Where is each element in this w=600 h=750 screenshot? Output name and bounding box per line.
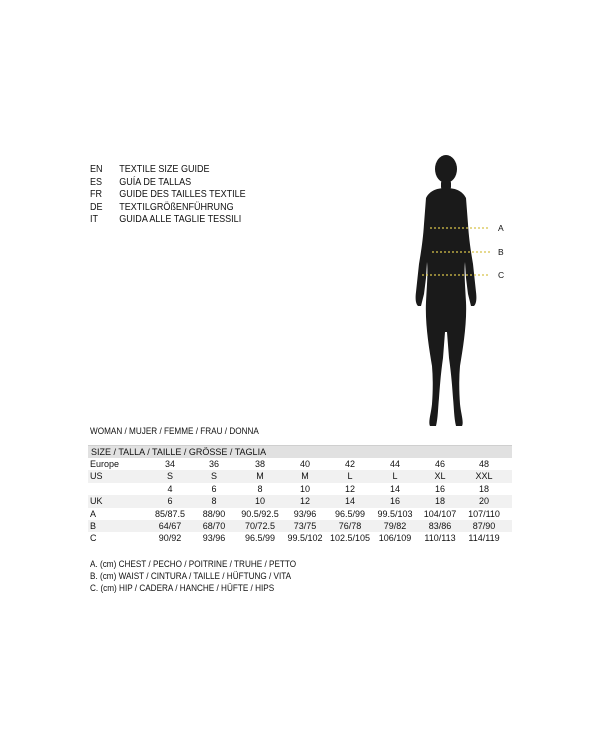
table-cell: 16 [389, 496, 400, 507]
table-cell: 14 [389, 483, 400, 494]
table-cell: 90.5/92.5 [241, 508, 279, 519]
table-cell: 85/87.5 [154, 508, 186, 519]
table-row [88, 458, 512, 470]
language-code: ES [90, 175, 103, 188]
table-cell: 106/109 [378, 533, 412, 544]
table-cell: 76/78 [338, 520, 362, 531]
table-cell: S [166, 471, 173, 482]
table-cell: L [392, 471, 398, 482]
table-cell: 46 [434, 459, 445, 469]
table-row [88, 495, 512, 507]
table-cell: 73/75 [293, 520, 317, 531]
table-cell: 83/86 [428, 520, 452, 531]
table-cell: 12 [344, 483, 355, 494]
title-text: TEXTILGRÖßENFÜHRUNG [119, 200, 234, 213]
table-cell: 64/67 [158, 520, 182, 531]
table-cell: 34 [164, 459, 175, 469]
table-row [88, 470, 512, 482]
measurement-legend [90, 559, 296, 595]
silhouette-body [416, 155, 477, 426]
table-cell: 10 [254, 496, 265, 507]
table-cell: 88/90 [202, 508, 226, 519]
section-heading: WOMAN / MUJER / FEMME / FRAU / DONNA [90, 426, 259, 437]
table-row [88, 483, 512, 495]
table-row [88, 508, 512, 520]
table-body [88, 458, 512, 545]
table-cell: 40 [299, 459, 310, 469]
table-cell: 20 [478, 496, 489, 507]
language-code: DE [90, 200, 103, 213]
table-cell: 96.5/99 [334, 508, 366, 519]
table-cell: 107/110 [468, 508, 500, 519]
title-row-en [90, 163, 246, 176]
table-cell: 87/90 [472, 520, 496, 531]
table-cell: 104/107 [423, 508, 457, 519]
table-cell: 68/70 [202, 520, 226, 531]
table-cell: 93/96 [293, 508, 317, 519]
table-cell: 38 [254, 459, 265, 469]
size-table [88, 445, 512, 545]
row-label: UK [90, 496, 103, 507]
table-cell: 18 [434, 496, 445, 507]
table-cell: 48 [478, 459, 489, 469]
title-row-de [90, 201, 246, 214]
legend-item-hip: C. (cm) HIP / CADERA / HANCHE / HÜFTE / HIPS [90, 583, 275, 594]
table-cell: L [347, 471, 353, 482]
table-cell: 99.5/103 [377, 508, 413, 519]
language-code: IT [90, 213, 99, 225]
title-row-es [90, 176, 246, 189]
size-guide-titles [90, 163, 246, 226]
title-text: GUIDA ALLE TAGLIE TESSILI [119, 213, 242, 225]
table-cell: 8 [257, 483, 263, 494]
table-row [88, 520, 512, 532]
table-cell: S [210, 471, 217, 482]
table-cell: M [256, 471, 264, 482]
table-cell: 44 [389, 459, 400, 469]
table-cell: 6 [211, 483, 217, 494]
row-label: Europe [90, 459, 120, 469]
legend-item-chest: A. (cm) CHEST / PECHO / POITRINE / TRUHE / PETTO [90, 559, 297, 570]
marker-b-label: B [498, 247, 504, 257]
row-label: C [90, 533, 97, 544]
row-label: A [90, 508, 97, 519]
title-row-fr [90, 188, 246, 201]
title-text: GUIDE DES TAILLES TEXTILE [119, 188, 246, 200]
marker-a-label: A [498, 223, 504, 233]
table-cell: 6 [167, 496, 173, 507]
marker-c-label: C [498, 270, 505, 280]
table-cell: M [301, 471, 309, 482]
table-cell: 42 [344, 459, 355, 469]
language-code: FR [90, 188, 103, 200]
title-row-it [90, 213, 246, 226]
table-row [88, 532, 512, 544]
table-cell: XL [434, 471, 446, 482]
table-cell: 10 [299, 483, 310, 494]
table-cell: 114/119 [468, 533, 500, 544]
table-cell: 102.5/105 [329, 533, 371, 544]
row-label: B [90, 520, 97, 531]
woman-silhouette-figure [408, 152, 518, 432]
language-code: EN [90, 163, 103, 175]
table-cell: 96.5/99 [244, 533, 276, 544]
table-cell: 14 [344, 496, 355, 507]
table-cell: 8 [211, 496, 217, 507]
table-cell: 12 [299, 496, 310, 507]
table-cell: 99.5/102 [287, 533, 323, 544]
row-label: US [90, 471, 103, 482]
table-cell: 93/96 [202, 533, 226, 544]
table-cell: 4 [167, 483, 173, 494]
table-cell: 18 [478, 483, 489, 494]
table-cell: XXL [475, 471, 493, 482]
title-text: GUÍA DE TALLAS [119, 175, 192, 188]
table-cell: 70/72.5 [244, 520, 276, 531]
title-text: TEXTILE SIZE GUIDE [119, 163, 210, 175]
table-cell: 36 [208, 459, 219, 469]
table-cell: 16 [434, 483, 445, 494]
table-cell: 79/82 [383, 520, 407, 531]
table-cell: 90/92 [158, 533, 182, 544]
legend-item-waist: B. (cm) WAIST / CINTURA / TAILLE / HÜFTUNG / VITA [90, 571, 292, 582]
table-header: SIZE / TALLA / TAILLE / GRÖSSE / TAGLIA [88, 445, 512, 458]
table-cell: 110/113 [424, 533, 456, 544]
